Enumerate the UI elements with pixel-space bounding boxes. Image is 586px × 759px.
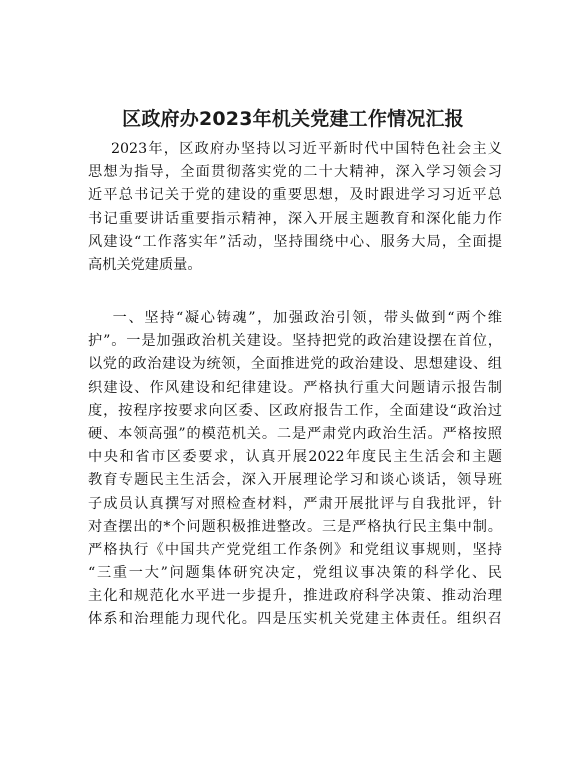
text-line: 织建设、作风建设和纪律建设。严格执行重大问题请示报告制 <box>88 379 502 396</box>
paragraph-section-one <box>88 307 502 632</box>
text-line: 主化和规范化水平进一步提升，推进政府科学决策、推动治理 <box>88 588 502 605</box>
paragraph-intro <box>88 138 502 277</box>
text-line: 体系和治理能力现代化。四是压实机关党建主体责任。组织召 <box>88 611 502 628</box>
text-line: 子成员认真撰写对照检查材料，严肃开展批评与自我批评，针 <box>88 495 502 512</box>
text-line: “三重一大”问题集体研究决定，党组议事决策的科学化、民 <box>88 565 502 582</box>
text-line: 以党的政治建设为统领，全面推进党的政治建设、思想建设、组 <box>88 356 502 373</box>
text-line: 中央和省市区委要求，认真开展2022年度民主生活会和主题 <box>88 449 502 466</box>
text-line: 近平总书记关于党的建设的重要思想，及时跟进学习习近平总 <box>88 187 502 204</box>
text-line: 风建设“工作落实年”活动，坚持围绕中心、服务大局，全面提 <box>88 233 502 250</box>
text-line: 度，按程序按要求向区委、区政府报告工作，全面建设“政治过 <box>88 402 502 419</box>
text-line: 对查摆出的*个问题积极推进整改。三是严格执行民主集中制。 <box>88 518 502 535</box>
text-line: 一、坚持“凝心铸魂”，加强政治引领，带头做到“两个维 <box>88 310 502 326</box>
text-line: 高机关党建质量。 <box>88 256 202 273</box>
text-line: 严格执行《中国共产党党组工作条例》和党组议事规则，坚持 <box>88 541 502 558</box>
document-title: 区政府办2023年机关党建工作情况汇报 <box>122 108 464 130</box>
text-line: 护”。一是加强政治机关建设。坚持把党的政治建设摆在首位， <box>88 333 502 350</box>
text-line: 书记重要讲话重要指示精神，深入开展主题教育和深化能力作 <box>88 210 502 227</box>
text-line: 硬、本领高强”的模范机关。二是严肃党内政治生活。严格按照 <box>88 425 502 442</box>
text-line: 思想为指导，全面贯彻落实党的二十大精神，深入学习领会习 <box>88 164 502 181</box>
text-line: 2023年，区政府办坚持以习近平新时代中国特色社会主义 <box>88 141 502 157</box>
text-line: 教育专题民主生活会，深入开展理论学习和谈心谈话，领导班 <box>88 472 502 489</box>
